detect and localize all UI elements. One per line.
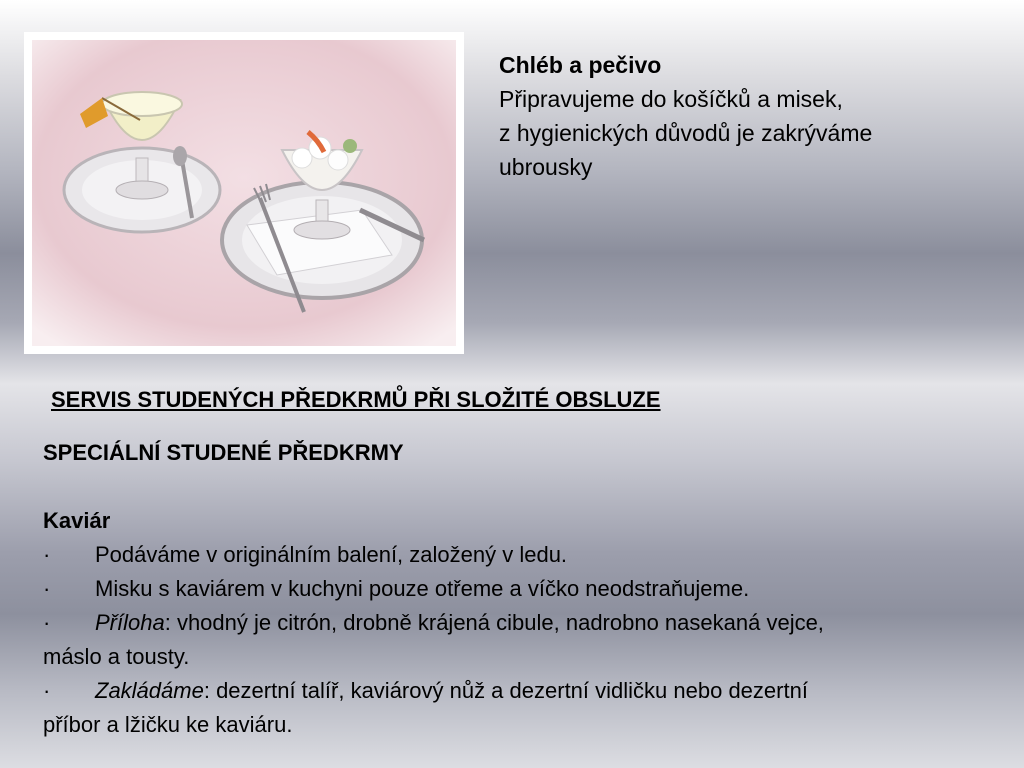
section-title: SPECIÁLNÍ STUDENÉ PŘEDKRMY (43, 440, 404, 465)
bullet-term: Příloha (95, 610, 165, 635)
bullet-text: Misku s kaviárem v kuchyni pouze otřeme a víčko neodstraňujeme. (95, 576, 750, 601)
bullet-text: Podáváme v originálním balení, založený v ledu. (95, 542, 568, 567)
bread-title: Chléb a pečivo (499, 52, 662, 78)
bread-line: ubrousky (499, 154, 593, 180)
plated-appetizer-photo-icon (32, 40, 456, 346)
bullet-mark: · (43, 542, 51, 567)
bullet-item (43, 538, 993, 572)
bullet-mark: · (43, 610, 51, 635)
bread-line: z hygienických důvodů je zakrýváme (499, 120, 873, 146)
bullet-item (43, 606, 993, 640)
bullet-term: Zakládáme (95, 678, 204, 703)
spacer (43, 470, 993, 504)
bullet-continuation: máslo a tousty. (43, 644, 190, 669)
slide-heading: SERVIS STUDENÝCH PŘEDKRMŮ PŘI SLOŽITÉ OBSLUZE (51, 387, 661, 412)
caviar-section (43, 436, 993, 742)
bullet-item (43, 674, 993, 708)
bullet-item (43, 572, 993, 606)
bullet-text: : dezertní talíř, kaviárový nůž a dezertní vidličku nebo dezertní (203, 678, 808, 703)
appetizer-photo (24, 32, 464, 354)
section-subtitle: Kaviár (43, 508, 111, 533)
bullet-continuation: příbor a lžičku ke kaviáru. (43, 712, 293, 737)
bullet-mark: · (43, 576, 51, 601)
bullet-mark: · (43, 678, 51, 703)
bullet-text: : vhodný je citrón, drobně krájená cibule, nadrobno nasekaná vejce, (164, 610, 824, 635)
bread-line: Připravujeme do košíčků a misek, (499, 86, 843, 112)
bread-info (499, 48, 999, 184)
